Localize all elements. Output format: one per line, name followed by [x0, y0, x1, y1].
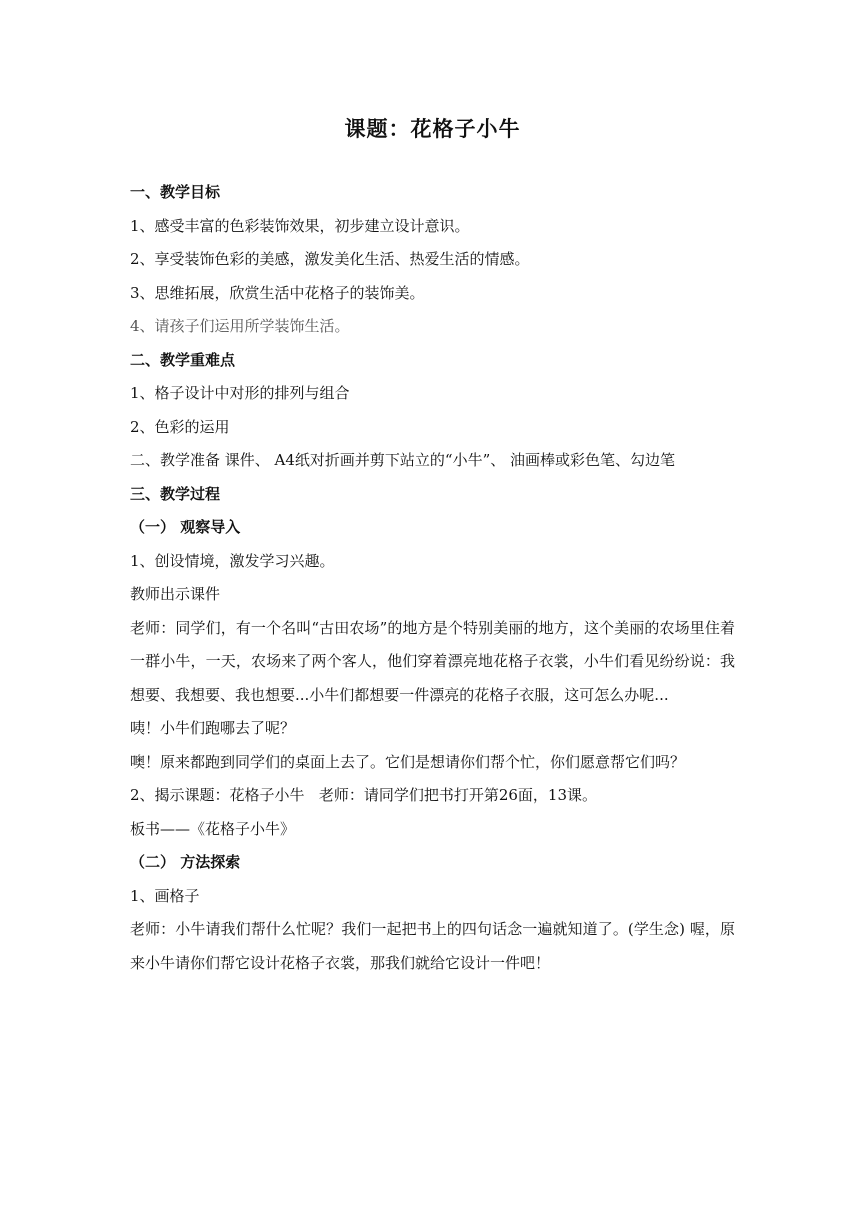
objective-item-4: 4、请孩子们运用所学装饰生活。: [130, 317, 350, 335]
objective-item-2: 2、享受装饰色彩的美感，激发美化生活、热爱生活的情感。: [130, 250, 530, 268]
question-line: 咦！小牛们跑哪去了呢？: [130, 719, 296, 737]
key-point-item-1: 1、格子设计中对形的排列与组合: [130, 384, 350, 402]
process-step-2: 2、揭示课题：花格子小牛 老师：请同学们把书打开第26面，13课。: [130, 786, 598, 804]
section-heading-process: 三、教学过程: [130, 484, 221, 503]
process-note-courseware: 教师出示课件: [130, 585, 221, 603]
blackboard-line: 板书——《花格子小牛》: [130, 819, 296, 838]
subsection-heading-observe: （一） 观察导入: [130, 518, 241, 536]
method-teacher-paragraph: 老师：小牛请我们帮什么忙呢？我们一起把书上的四句话念一遍就知道了。(学生念) 喔，原来小牛请你们帮它设计花格子衣裳，那我们就给它设计一件吧！: [130, 920, 735, 972]
preparation-paragraph: 二、教学准备 课件、 A4纸对折画并剪下站立的“小牛”、 油画棒或彩色笔、勾边笔: [130, 451, 676, 469]
document-title: 课题：花格子小牛: [344, 117, 521, 141]
answer-paragraph: 噢！原来都跑到同学们的桌面上去了。它们是想请你们帮个忙，你们愿意帮它们吗？: [130, 752, 686, 771]
process-step-1: 1、创设情境，激发学习兴趣。: [130, 551, 335, 570]
subsection-heading-method: （二） 方法探索: [130, 853, 241, 871]
key-point-item-2: 2、色彩的运用: [130, 417, 230, 436]
method-step-1: 1、画格子: [130, 886, 200, 905]
document-body: [130, 112, 735, 980]
objective-item-3: 3、思维拓展，欣赏生活中花格子的装饰美。: [130, 283, 425, 302]
section-heading-objectives: 一、教学目标: [130, 183, 221, 201]
objective-item-1: 1、感受丰富的色彩装饰效果，初步建立设计意识。: [130, 216, 470, 235]
section-heading-key-points: 二、教学重难点: [130, 350, 236, 369]
teacher-story-paragraph: 老师：同学们，有一个名叫“古田农场”的地方是个特别美丽的地方，这个美丽的农场里住着一群小牛，一天，农场来了两个客人，他们穿着漂亮地花格子衣裳，小牛们看见纷纷说：我想要、我想要、我也想要...小牛们都想要一件漂亮的花格子衣服，这可怎么办呢...: [130, 618, 735, 704]
